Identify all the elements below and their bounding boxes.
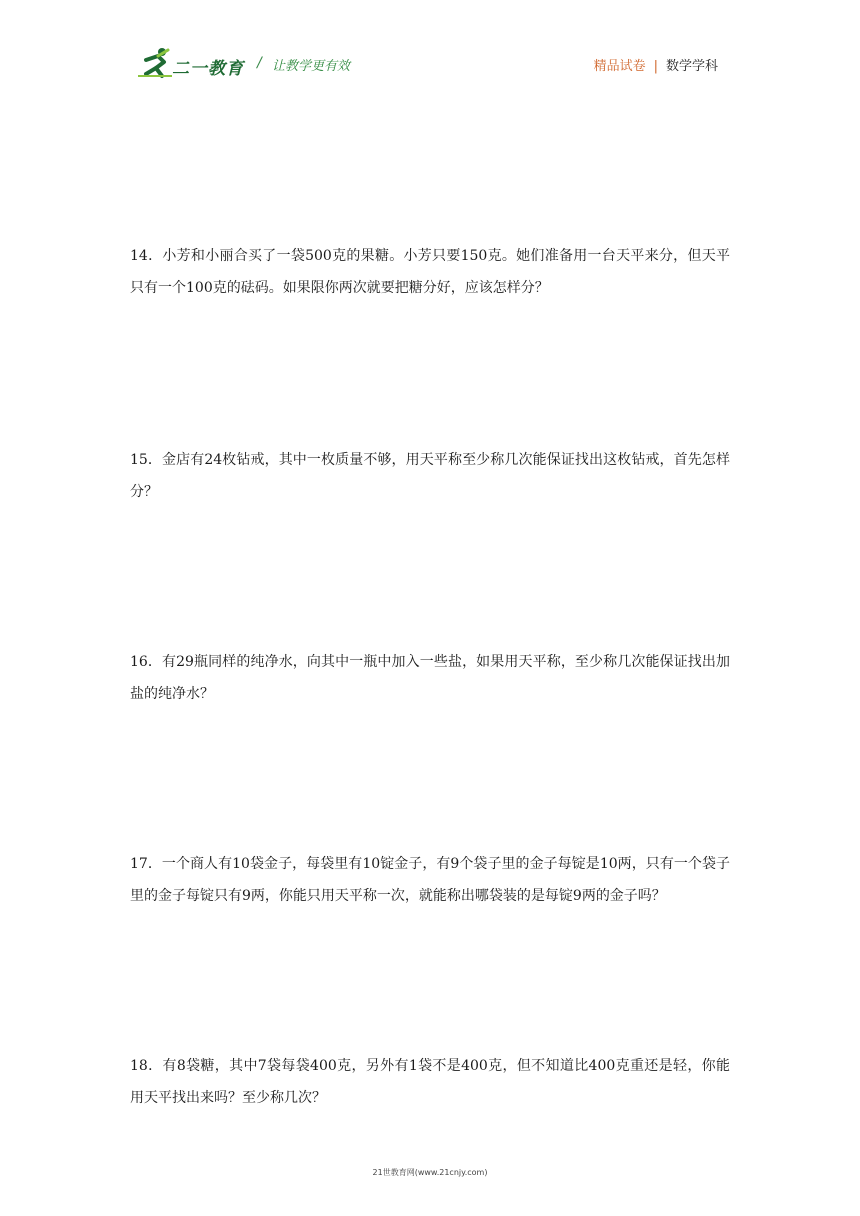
question-14: 14．小芳和小丽合买了一袋500克的果糖。小芳只要150克。她们准备用一台天平来分，但天平只有一个100克的砝码。如果限你两次就要把糖分好，应该怎样分？ <box>130 248 730 296</box>
question-15: 15．金店有24枚钻戒，其中一枚质量不够，用天平称至少称几次能保证找出这枚钻戒，首先怎样分？ <box>130 452 730 500</box>
subject-tag: 数学学科 <box>665 59 718 74</box>
question-18: 18．有8袋糖，其中7袋每袋400克，另外有1袋不是400克，但不知道比400克重还是轻，你能用天平找出来吗？至少称几次？ <box>130 1058 730 1106</box>
quality-tag: 精品试卷 <box>593 59 646 74</box>
header-slash: / <box>257 55 262 71</box>
question-16: 16．有29瓶同样的纯净水，向其中一瓶中加入一些盐，如果用天平称，至少称几次能保证找出加盐的纯净水？ <box>130 654 730 702</box>
brand-slogan: 让教学更有效 <box>272 59 351 74</box>
brand-name: 二一教育 <box>172 59 244 79</box>
question-17: 17．一个商人有10袋金子，每袋里有10锭金子，有9个袋子里的金子每锭是10两，只有一个袋子里的金子每锭只有9两，你能只用天平称一次，就能称出哪袋装的是每锭9两的金子吗？ <box>130 856 730 904</box>
brand-logo[interactable] <box>136 50 366 80</box>
page-footer: 21世教育网(www.21cnjy.com) <box>372 1168 488 1177</box>
page-header <box>0 0 860 100</box>
header-tags <box>594 55 718 74</box>
running-figure-icon <box>136 46 176 80</box>
header-divider: | <box>653 59 658 74</box>
